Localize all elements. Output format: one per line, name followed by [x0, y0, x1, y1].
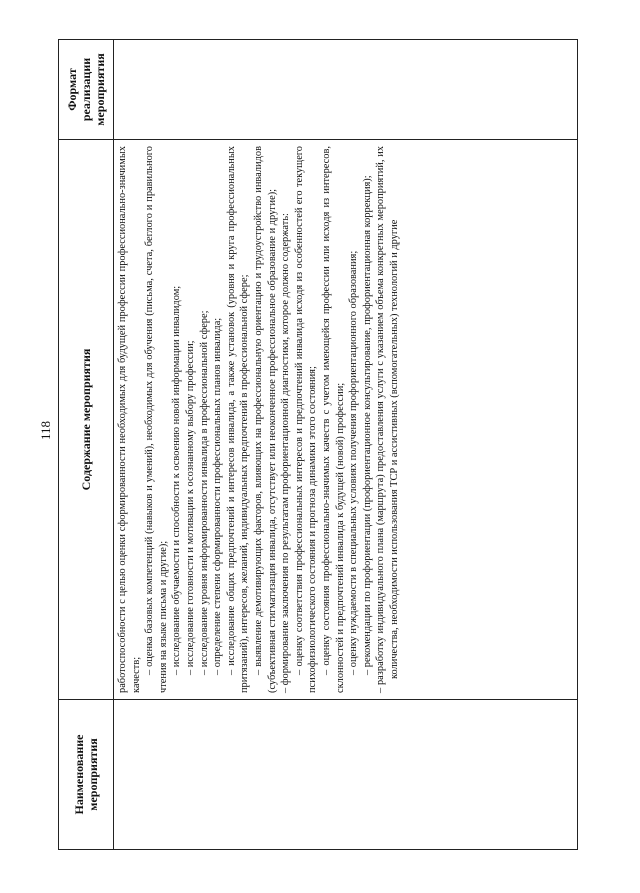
- content-line: – разработку индивидуального плана (маршрута) предоставления услуги с указанием объема конкретных мероприятий, их количества, необходимости использования ТСР и ассистивных (вспомогательных) технологий и другие: [375, 146, 400, 693]
- measures-table: [58, 39, 578, 850]
- header-content: Содержание мероприятия: [59, 140, 114, 700]
- content-line: – оценку состояния профессионально-значимых качеств с учетом имеющейся профессии или исходя из интересов, склонностей и предпочтений инвалида к будущей (новой) профессии;: [320, 146, 346, 693]
- content-line: – оценка базовых компетенций (навыков и умений), необходимых для обучения (письма, счета, беглого и правильного чтения на языке письма и другие);: [144, 146, 169, 693]
- content-line: – выявление демотивирующих факторов, влияющих на профессиональную ориентацию и трудоустройство инвалидов (субъективная стигматизация инвалида, отсутствует или неоконченное профессиональное образование и другие);: [252, 146, 278, 693]
- content-line: – исследование уровня информированности инвалида в профессиональной сфере;: [198, 310, 210, 675]
- table-header-row: [59, 40, 114, 850]
- content-line: – оценку нуждаемости в специальных условиях получения профориентационного образования;: [348, 250, 360, 675]
- page-number: 118: [38, 420, 53, 440]
- content-line: – исследование готовности и мотивации к осознанному выбору профессии;: [184, 340, 196, 675]
- rotated-table-wrapper: [58, 40, 578, 850]
- content-line: – исследование обучаемости и способности к освоению новой информации инвалидом;: [171, 285, 183, 675]
- content-line: – исследование общих предпочтений и интересов инвалида, а также установок (уровня и круга профессиональных притязаний), интересов, желаний, индивидуальных предпочтений в профессиональной сфере;: [225, 146, 251, 693]
- content-line: – рекомендации по профориентации (профориентационное консультирование, профориентационная коррекция);: [361, 175, 373, 675]
- name-cell: [114, 700, 578, 850]
- header-format: Формат реализации мероприятия: [59, 40, 114, 140]
- header-name: Наименование мероприятия: [59, 700, 114, 850]
- format-cell: [114, 40, 578, 140]
- content-line: работоспособности с целью оценки сформированности необходимых для будущей профессии профессионально-значимых качеств;: [117, 146, 142, 693]
- content-line: – формирование заключения по результатам профориентационной диагностики, которое должно содержать:: [280, 213, 292, 693]
- content-line: – оценку соответствия профессиональных интересов и предпочтений инвалида исходя из особенностей его текущего психофизиологического состояния и прогноза динамики этого состояния;: [293, 146, 319, 693]
- table-row: [114, 40, 578, 850]
- content-line: – определение степени сформированности профессиональных планов инвалида;: [212, 317, 224, 675]
- content-cell: [114, 140, 578, 700]
